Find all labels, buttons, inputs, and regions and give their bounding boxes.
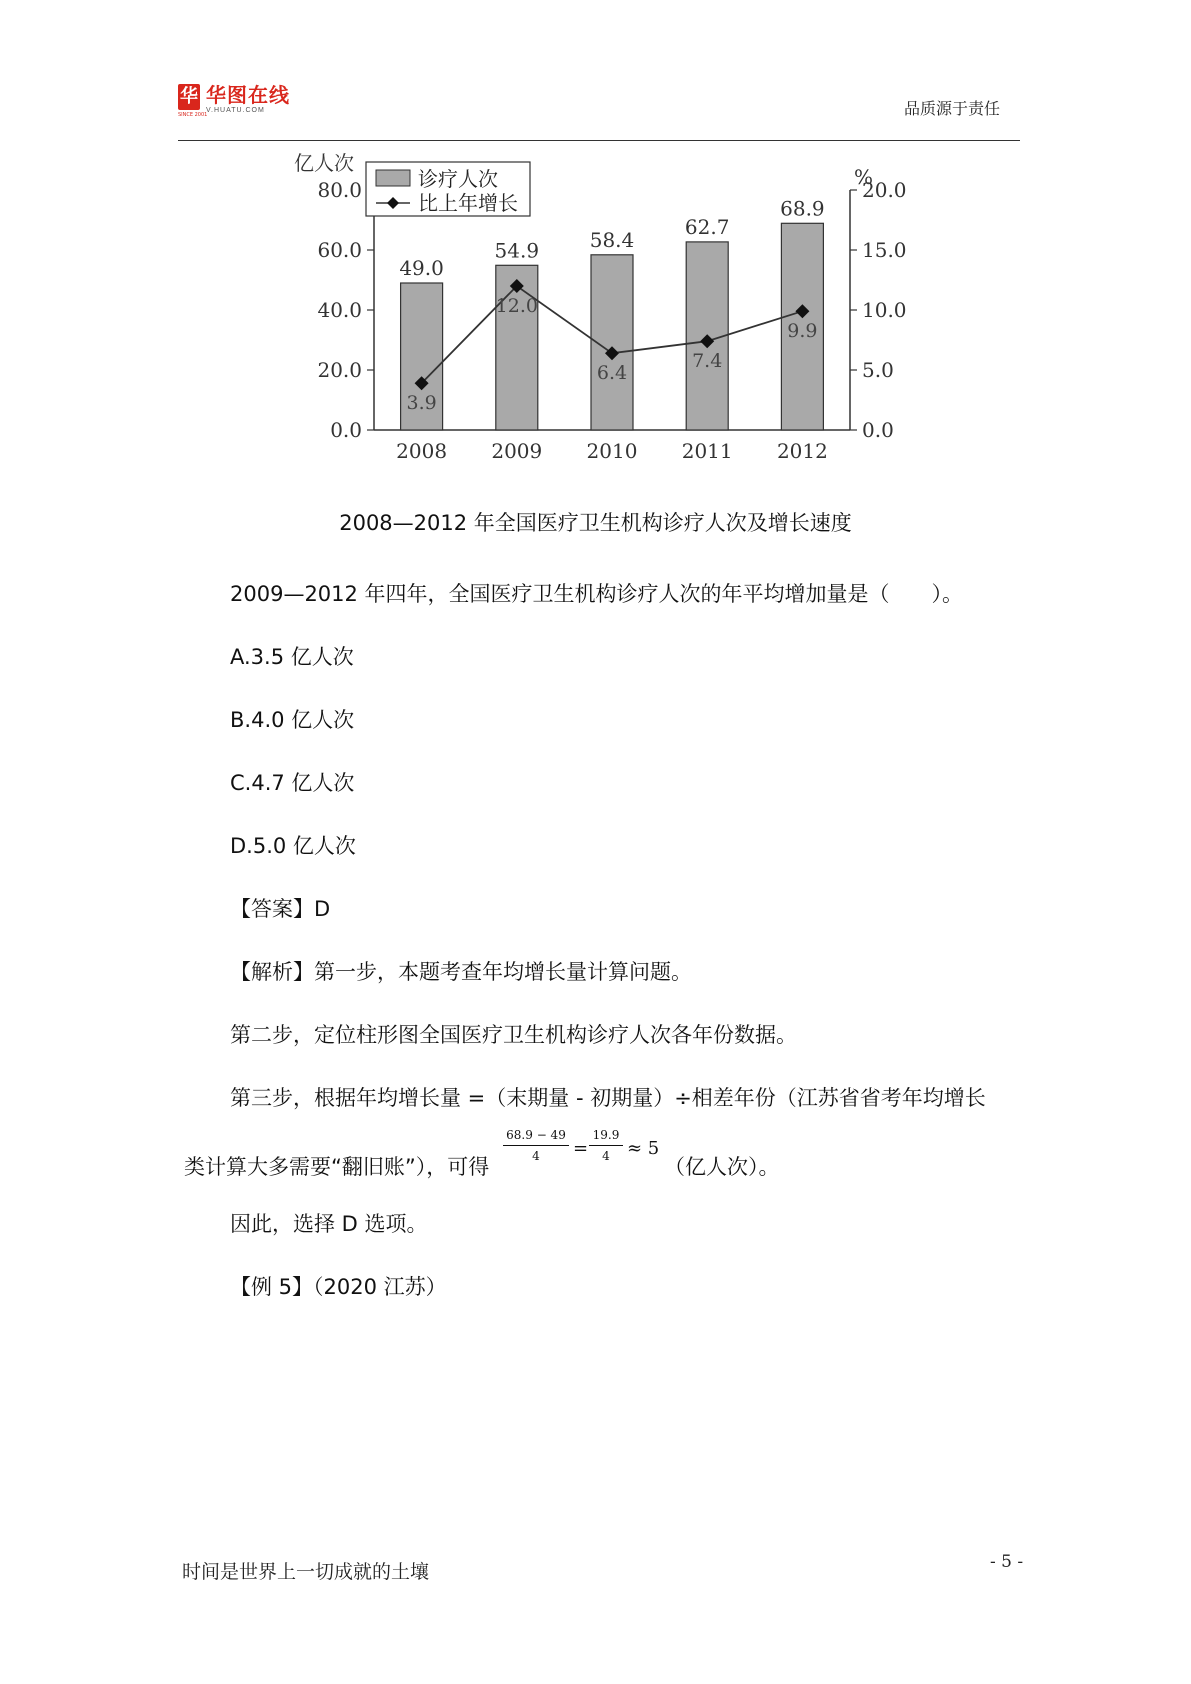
- x-tick-label: 2009: [491, 439, 543, 463]
- analysis-conclusion: 因此，选择 D 选项。: [230, 1212, 428, 1236]
- example-label: 【例 5】（2020 江苏）: [230, 1275, 447, 1299]
- chart-container: [284, 150, 964, 490]
- x-tick-label: 2011: [681, 439, 733, 463]
- answer-text: 【答案】D: [230, 897, 331, 921]
- fraction-1-denominator: 4: [532, 1149, 540, 1163]
- huatu-logo: [178, 84, 290, 120]
- footer-motto: 时间是世界上一切成就的土壤: [182, 1561, 430, 1583]
- fraction-1: [503, 1128, 569, 1163]
- left-tick-label: 40.0: [317, 298, 362, 322]
- left-tick-label: 80.0: [317, 178, 362, 202]
- question-text: 2009—2012 年四年，全国医疗卫生机构诊疗人次的年平均增加量是（ ）。: [230, 582, 964, 606]
- legend-bar-swatch: [376, 170, 410, 186]
- y2-axis-unit: %: [854, 165, 874, 189]
- analysis-step3-line2-post: （亿人次）。: [664, 1155, 780, 1179]
- x-tick-label: 2008: [396, 439, 448, 463]
- page-header: [178, 84, 1020, 141]
- analysis-step1: 【解析】第一步，本题考查年均增长量计算问题。: [230, 960, 692, 984]
- bar-value-label: 54.9: [494, 238, 540, 263]
- analysis-step3-line2-pre: 类计算大多需要“翻旧账”），可得: [184, 1155, 490, 1179]
- line-value-label: 12.0: [495, 295, 538, 317]
- page-number: - 5 -: [990, 1552, 1024, 1572]
- logo-url: V.HUATU.COM: [206, 107, 265, 114]
- option-d: D.5.0 亿人次: [230, 834, 356, 858]
- line-value-label: 6.4: [596, 362, 628, 385]
- legend-line-label: 比上年增长: [418, 191, 518, 215]
- option-a: A.3.5 亿人次: [230, 645, 354, 669]
- right-tick-label: 15.0: [862, 238, 907, 262]
- logo-name: 华图在线: [206, 83, 290, 107]
- bar-value-label: 62.7: [684, 214, 730, 239]
- x-tick-label: 2010: [586, 439, 638, 463]
- line-value-label: 3.9: [406, 392, 437, 415]
- equals-sign: =: [573, 1138, 589, 1159]
- right-tick-label: 5.0: [862, 358, 894, 382]
- bar-value-label: 68.9: [780, 196, 825, 221]
- bar-value-label: 58.4: [589, 227, 635, 252]
- left-tick-label: 20.0: [317, 358, 362, 382]
- formula: [503, 1128, 663, 1178]
- approx-result: ≈ 5: [627, 1138, 660, 1159]
- right-tick-label: 10.0: [862, 298, 907, 322]
- fraction-2-numerator: 19.9: [589, 1128, 623, 1146]
- analysis-step2: 第二步，定位柱形图全国医疗卫生机构诊疗人次各年份数据。: [230, 1023, 797, 1047]
- line-value-label: 9.9: [787, 320, 818, 343]
- fraction-2-denominator: 4: [602, 1149, 610, 1163]
- analysis-step3-line1: 第三步，根据年均增长量 =（末期量 - 初期量）÷相差年份（江苏省省考年均增长: [230, 1086, 986, 1110]
- bar-value-label: 49.0: [399, 256, 444, 280]
- y-axis-unit: 亿人次: [294, 151, 354, 175]
- x-tick-label: 2012: [776, 439, 828, 463]
- line-value-label: 7.4: [692, 350, 723, 373]
- option-c: C.4.7 亿人次: [230, 771, 355, 795]
- left-tick-label: 0.0: [330, 418, 362, 442]
- fraction-1-numerator: 68.9 − 49: [503, 1128, 569, 1146]
- left-tick-label: 60.0: [317, 238, 362, 262]
- logo-since: SINCE 2001: [178, 112, 208, 118]
- chart-title: 2008—2012 年全国医疗卫生机构诊疗人次及增长速度: [339, 511, 852, 535]
- fraction-2: [589, 1128, 623, 1163]
- logo-mark-icon: 华: [178, 84, 200, 110]
- legend-bar-label: 诊疗人次: [418, 167, 498, 191]
- header-slogan: 品质源于责任: [903, 99, 1000, 118]
- option-b: B.4.0 亿人次: [230, 708, 355, 732]
- right-tick-label: 20.0: [862, 178, 907, 202]
- right-tick-label: 0.0: [862, 418, 894, 442]
- bar-line-chart: [284, 150, 964, 490]
